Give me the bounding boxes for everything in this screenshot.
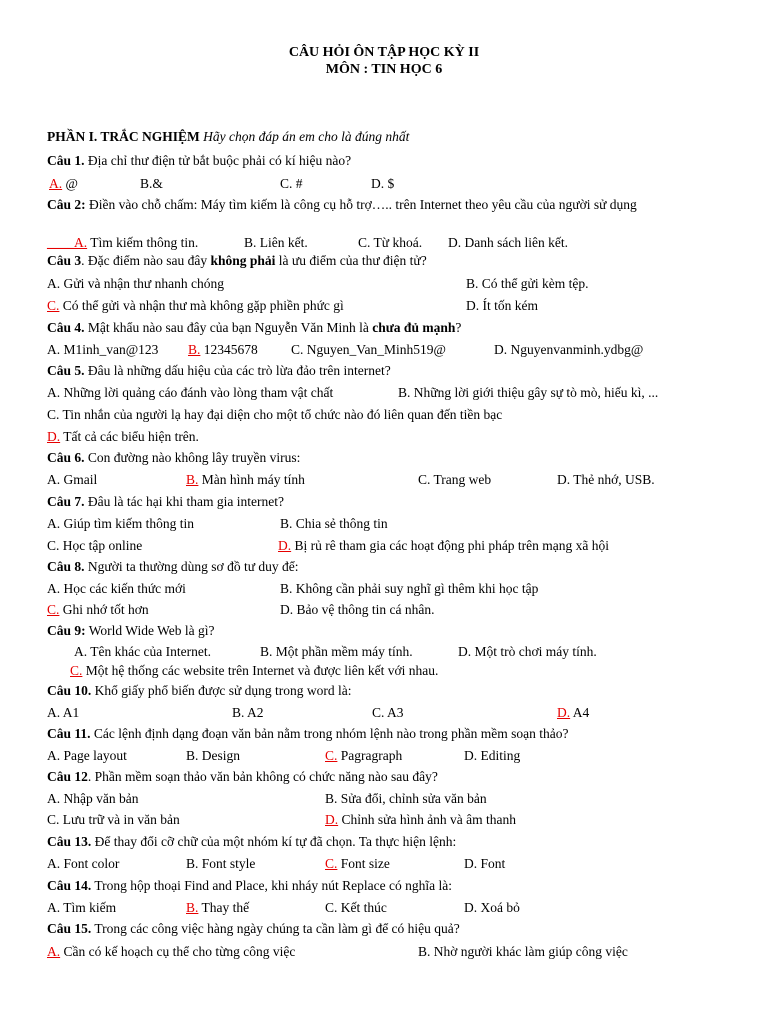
- q13-option-d[interactable]: D. Font: [464, 856, 506, 871]
- question-11: Câu 11. Các lệnh định dạng đoạn văn bản nằm trong nhóm lệnh nào trong phần mềm soạn thảo?: [47, 726, 569, 741]
- q14-option-c[interactable]: C. Kết thúc: [325, 900, 387, 915]
- q5-option-a[interactable]: A. Những lời quảng cáo đánh vào lòng tham vật chất: [47, 385, 334, 400]
- question-14: Câu 14. Trong hộp thoại Find and Place, khi nháy nút Replace có nghĩa là:: [47, 878, 452, 893]
- q11-option-a[interactable]: A. Page layout: [47, 748, 127, 763]
- q9-option-d[interactable]: D. Một trò chơi máy tính.: [458, 644, 597, 659]
- q10-option-a[interactable]: A. A1: [47, 705, 80, 720]
- q9-option-a[interactable]: A. Tên khác của Internet.: [74, 644, 211, 659]
- q10-option-c[interactable]: C. A3: [372, 705, 404, 720]
- question-15: Câu 15. Trong các công việc hàng ngày chúng ta cần làm gì để có hiệu quả?: [47, 921, 460, 936]
- question-12: Câu 12. Phần mềm soạn thảo văn bản không có chức năng nào sau đây?: [47, 769, 438, 784]
- q12-option-c[interactable]: C. Lưu trữ và in văn bản: [47, 812, 180, 827]
- q3-option-c[interactable]: C. Có thể gửi và nhận thư mà không gặp phiền phức gì: [47, 298, 344, 313]
- q7-option-b[interactable]: B. Chia sẻ thông tin: [280, 516, 388, 531]
- q3-option-d[interactable]: D. Ít tốn kém: [466, 298, 538, 313]
- question-2: Câu 2: Điền vào chỗ chấm: Máy tìm kiếm là công cụ hỗ trợ….. trên Internet theo yêu cầu của người sử dụng: [47, 197, 637, 212]
- q2-option-a[interactable]: ____A. Tìm kiếm thông tin.: [47, 235, 199, 250]
- document-title: CÂU HỎI ÔN TẬP HỌC KỲ II: [288, 45, 480, 60]
- question-6: Câu 6. Con đường nào không lây truyền virus:: [47, 450, 301, 465]
- question-7: Câu 7. Đâu là tác hại khi tham gia internet?: [47, 494, 284, 509]
- q10-option-b[interactable]: B. A2: [232, 705, 264, 720]
- q6-option-c[interactable]: C. Trang web: [418, 472, 492, 487]
- section-heading: [47, 128, 409, 145]
- q8-option-d[interactable]: D. Bảo vệ thông tin cá nhân.: [280, 602, 435, 617]
- q12-option-a[interactable]: A. Nhập văn bản: [47, 791, 139, 806]
- q2-option-c[interactable]: C. Từ khoá.: [358, 235, 423, 250]
- q7-option-a[interactable]: A. Giúp tìm kiếm thông tin: [47, 516, 194, 531]
- q6-option-a[interactable]: A. Gmail: [47, 472, 98, 487]
- q14-option-b[interactable]: B. Thay thế: [186, 900, 250, 915]
- question-5: Câu 5. Đâu là những dấu hiệu của các trò lừa đảo trên internet?: [47, 363, 391, 378]
- q5-option-d[interactable]: D. Tất cả các biểu hiện trên.: [47, 429, 199, 444]
- q4-option-b[interactable]: B. 12345678: [188, 342, 258, 357]
- q12-option-b[interactable]: B. Sửa đổi, chỉnh sửa văn bản: [325, 791, 487, 806]
- q6-option-b[interactable]: B. Màn hình máy tính: [186, 472, 305, 487]
- q3-option-a[interactable]: A. Gửi và nhận thư nhanh chóng: [47, 276, 224, 291]
- question-9: Câu 9: World Wide Web là gì?: [47, 623, 215, 638]
- q5-option-c[interactable]: C. Tin nhắn của người lạ hay đại diện cho một tổ chức nào đó liên quan đến tiền bạc: [47, 407, 503, 422]
- q13-option-b[interactable]: B. Font style: [186, 856, 256, 871]
- q6-option-d[interactable]: D. Thẻ nhớ, USB.: [557, 472, 655, 487]
- q14-option-d[interactable]: D. Xoá bỏ: [464, 900, 520, 915]
- q12-option-d[interactable]: D. Chỉnh sửa hình ảnh và âm thanh: [325, 812, 517, 827]
- q2-option-b[interactable]: B. Liên kết.: [244, 235, 308, 250]
- q15-option-a[interactable]: A. Cần có kế hoạch cụ thể cho từng công việc: [47, 944, 296, 959]
- q4-option-c[interactable]: C. Nguyen_Van_Minh519@: [291, 342, 446, 357]
- question-13: Câu 13. Để thay đổi cỡ chữ của một nhóm kí tự đã chọn. Ta thực hiện lệnh:: [47, 834, 457, 849]
- q10-option-d[interactable]: D. A4: [557, 705, 590, 720]
- question-8: Câu 8. Người ta thường dùng sơ đồ tư duy để:: [47, 559, 299, 574]
- q14-option-a[interactable]: A. Tìm kiếm: [47, 900, 117, 915]
- q2-option-d[interactable]: D. Danh sách liên kết.: [448, 235, 568, 250]
- q1-option-a[interactable]: A. @: [49, 176, 78, 191]
- q13-option-a[interactable]: A. Font color: [47, 856, 120, 871]
- q11-option-d[interactable]: D. Editing: [464, 748, 521, 763]
- q1-option-c[interactable]: C. #: [280, 176, 303, 191]
- q7-option-d[interactable]: D. Bị rủ rê tham gia các hoạt động phi pháp trên mạng xã hội: [278, 538, 610, 553]
- question-1: Câu 1. Địa chỉ thư điện tử bắt buộc phải có kí hiệu nào?: [47, 153, 352, 168]
- q3-option-b[interactable]: B. Có thể gửi kèm tệp.: [466, 276, 589, 291]
- q7-option-c[interactable]: C. Học tập online: [47, 538, 143, 553]
- q15-option-b[interactable]: B. Nhờ người khác làm giúp công việc: [418, 944, 628, 959]
- q5-option-b[interactable]: B. Những lời giới thiệu gây sự tò mò, hiếu kì, ...: [398, 385, 659, 400]
- q9-option-c[interactable]: C. Một hệ thống các website trên Internet và được liên kết với nhau.: [70, 663, 439, 678]
- q1-option-b[interactable]: B.&: [140, 176, 163, 191]
- question-4: Câu 4. Mật khẩu nào sau đây của bạn Nguyễn Văn Minh là chưa đủ mạnh?: [47, 320, 462, 335]
- q9-option-b[interactable]: B. Một phần mềm máy tính.: [260, 644, 413, 659]
- q8-option-c[interactable]: C. Ghi nhớ tốt hơn: [47, 602, 149, 617]
- q11-option-b[interactable]: B. Design: [186, 748, 241, 763]
- subject-title: MÔN : TIN HỌC 6: [325, 62, 443, 77]
- question-3: Câu 3. Đặc điểm nào sau đây không phải là ưu điểm của thư điện tử?: [47, 253, 427, 268]
- q13-option-c[interactable]: C. Font size: [325, 856, 390, 871]
- q1-option-d[interactable]: D. $: [371, 176, 395, 191]
- q4-option-a[interactable]: A. M1inh_van@123: [47, 342, 159, 357]
- section-title: PHẦN I. TRẮC NGHIỆM: [47, 129, 200, 144]
- q11-option-c[interactable]: C. Pagragraph: [325, 748, 403, 763]
- q8-option-b[interactable]: B. Không cần phải suy nghĩ gì thêm khi học tập: [280, 581, 539, 596]
- q4-option-d[interactable]: D. Nguyenvanminh.ydbg@: [494, 342, 644, 357]
- question-10: Câu 10. Khổ giấy phổ biến được sử dụng trong word là:: [47, 683, 352, 698]
- section-instruction: Hãy chọn đáp án em cho là đúng nhất: [203, 129, 410, 144]
- q8-option-a[interactable]: A. Học các kiến thức mới: [47, 581, 186, 596]
